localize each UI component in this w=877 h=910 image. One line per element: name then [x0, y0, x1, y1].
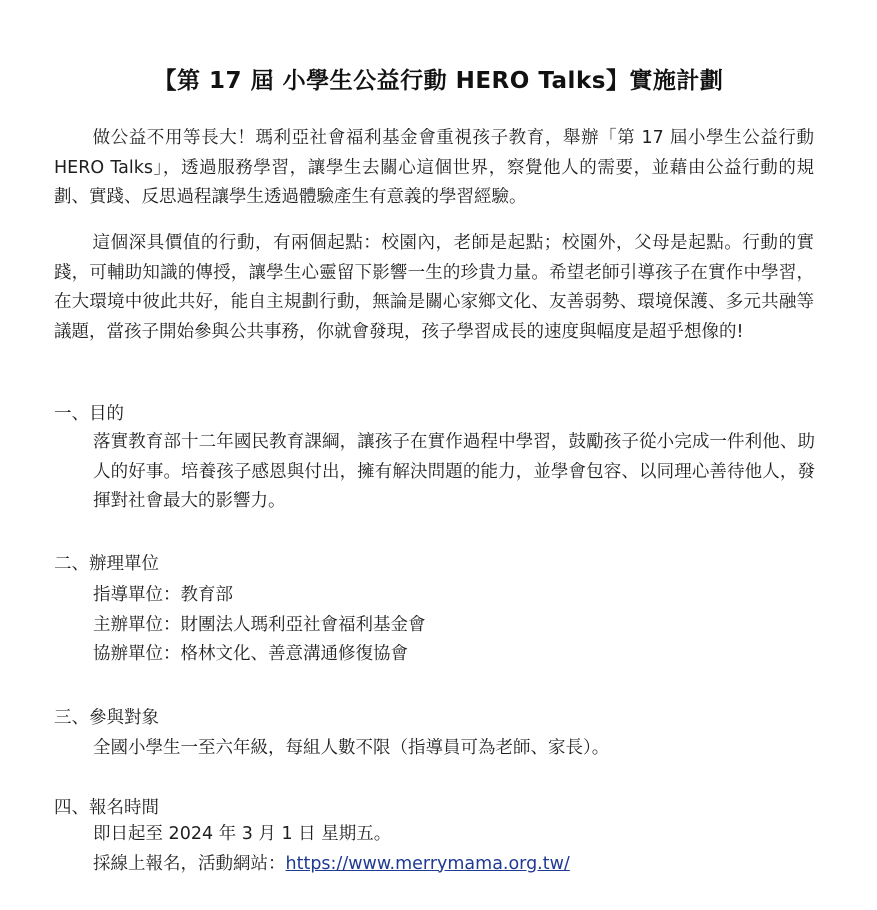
host-unit: 主辦單位：財團法人瑪利亞社會福利基金會: [93, 614, 426, 635]
registration-deadline: 即日起至 2024 年 3 月 1 日 星期五。: [93, 824, 392, 844]
section-heading-organizers: 二、辦理單位: [54, 554, 159, 574]
section-heading-registration: 四、報名時間: [54, 798, 159, 818]
intro-text-1: 做公益不用等長大！瑪利亞社會福利基金會重視孩子教育，舉辦「第 17 屆小學生公益行動 HERO Talks」，透過服務學習，讓學生去關心這個世界，察覺他人的需要，並藉由公益行動的規劃、實踐、反思過程讓學生透過體驗產生有意義的學習經驗。: [54, 128, 814, 207]
guiding-unit: 指導單位：教育部: [93, 585, 233, 605]
co-organizer-unit: 協辦單位：格林文化、善意溝通修復協會: [93, 644, 408, 664]
intro-paragraph-1: [54, 124, 814, 213]
website-link[interactable]: https://www.merrymama.org.tw/: [285, 853, 570, 874]
document-title: 【第 17 屆 小學生公益行動 HERO Talks】實施計劃: [153, 68, 724, 94]
section-body-purpose: 落實教育部十二年國民教育課綱，讓孩子在實作過程中學習，鼓勵孩子從小完成一件利他、助人的好事。培養孩子感恩與付出，擁有解決問題的能力，並學會包容、以同理心善待他人，發揮對社會最大的影響力。: [93, 432, 815, 511]
intro-paragraph-2: [54, 229, 814, 347]
intro-text-2: 這個深具價值的行動，有兩個起點：校園內，老師是起點；校園外，父母是起點。行動的實踐，可輔助知識的傳授，讓學生心靈留下影響一生的珍貴力量。希望老師引導孩子在實作中學習，在大環境中彼此共好，能自主規劃行動，無論是關心家鄉文化、友善弱勢、環境保護、多元共融等議題，當孩子開始參與公共事務，你就會發現，孩子學習成長的速度與幅度是超乎想像的!: [54, 233, 814, 342]
section-body-participants: 全國小學生一至六年級，每組人數不限（指導員可為老師、家長）。: [93, 738, 610, 758]
section-heading-participants: 三、參與對象: [54, 708, 159, 728]
registration-method-text: 採線上報名，活動網站：: [93, 853, 286, 874]
section-body-organizers: [93, 581, 815, 670]
registration-method: [93, 850, 815, 880]
section-heading-purpose: 一、目的: [54, 404, 124, 424]
section-body-registration: [93, 820, 815, 879]
